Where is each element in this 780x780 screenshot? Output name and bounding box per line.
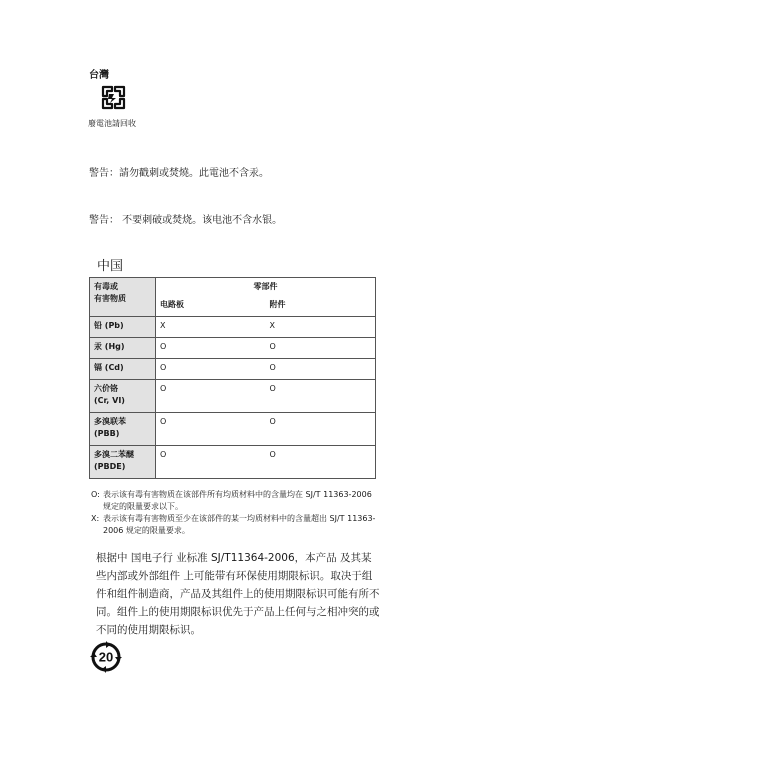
note-o xyxy=(91,489,381,513)
battery-recycle-icon xyxy=(100,84,127,111)
substance-name: 铅 (Pb) xyxy=(90,317,156,338)
substance-name: 多溴二苯醚 (PBDE) xyxy=(90,446,156,479)
table-corner-header: 有毒或 有害物质 xyxy=(90,278,156,317)
substance-name: 多溴联苯 (PBB) xyxy=(90,413,156,446)
china-title: 中国 xyxy=(97,259,124,274)
table-notes xyxy=(91,489,381,537)
substance-value: O xyxy=(156,380,266,413)
note-key: O: xyxy=(91,490,100,499)
epup-value: 20 xyxy=(98,649,114,665)
table-row xyxy=(90,317,376,338)
table-row xyxy=(90,413,376,446)
substance-name: 镉 (Cd) xyxy=(90,359,156,380)
substance-value: O xyxy=(156,413,266,446)
substance-value: O xyxy=(266,446,376,479)
substance-value: X xyxy=(156,317,266,338)
note-key: X: xyxy=(91,514,100,523)
substance-name: 六价铬 (Cr, VI) xyxy=(90,380,156,413)
note-text: 表示该有毒有害物质至少在该部件的某一均质材料中的含量超出 SJ/T 11363-2006 规定的限量要求。 xyxy=(103,514,376,535)
substance-value: O xyxy=(266,413,376,446)
table-row xyxy=(90,338,376,359)
note-x xyxy=(91,513,381,537)
substance-value: O xyxy=(156,359,266,380)
substance-value: O xyxy=(266,338,376,359)
substance-value: X xyxy=(266,317,376,338)
taiwan-battery-warning: 警告：請勿戳刺或焚燒。此電池不含汞。 xyxy=(89,168,269,179)
epup-20-icon xyxy=(89,640,123,674)
column-header-circuit-board: 电路板 xyxy=(156,296,266,317)
parts-header: 零部件 xyxy=(156,278,376,297)
substance-name: 汞 (Hg) xyxy=(90,338,156,359)
taiwan-title: 台灣 xyxy=(89,70,109,81)
substance-value: O xyxy=(266,359,376,380)
substance-value: O xyxy=(266,380,376,413)
epup-paragraph: 根据中 国电子行 业标准 SJ/T11364-2006，本产品 及其某些内部或外部组件 上可能带有环保使用期限标识。取决于组件和组件制造商，产品及其组件上的使用期限标识可能有所不同。组件上的使用期限标识优先于产品上任何与之相冲突的或不同的使用期限标识。 xyxy=(96,552,380,636)
recycle-caption: 廢電池請回收 xyxy=(88,119,136,128)
column-header-accessories: 附件 xyxy=(266,296,376,317)
china-battery-warning: 警告： 不要刺破或焚烧。该电池不含水银。 xyxy=(89,215,283,226)
substance-value: O xyxy=(156,338,266,359)
hazardous-substances-table xyxy=(89,277,376,479)
table-row xyxy=(90,446,376,479)
note-text: 表示该有毒有害物质在该部件所有均质材料中的含量均在 SJ/T 11363-2006 规定的限量要求以下。 xyxy=(103,490,372,511)
table-row xyxy=(90,380,376,413)
table-row xyxy=(90,359,376,380)
substance-value: O xyxy=(156,446,266,479)
